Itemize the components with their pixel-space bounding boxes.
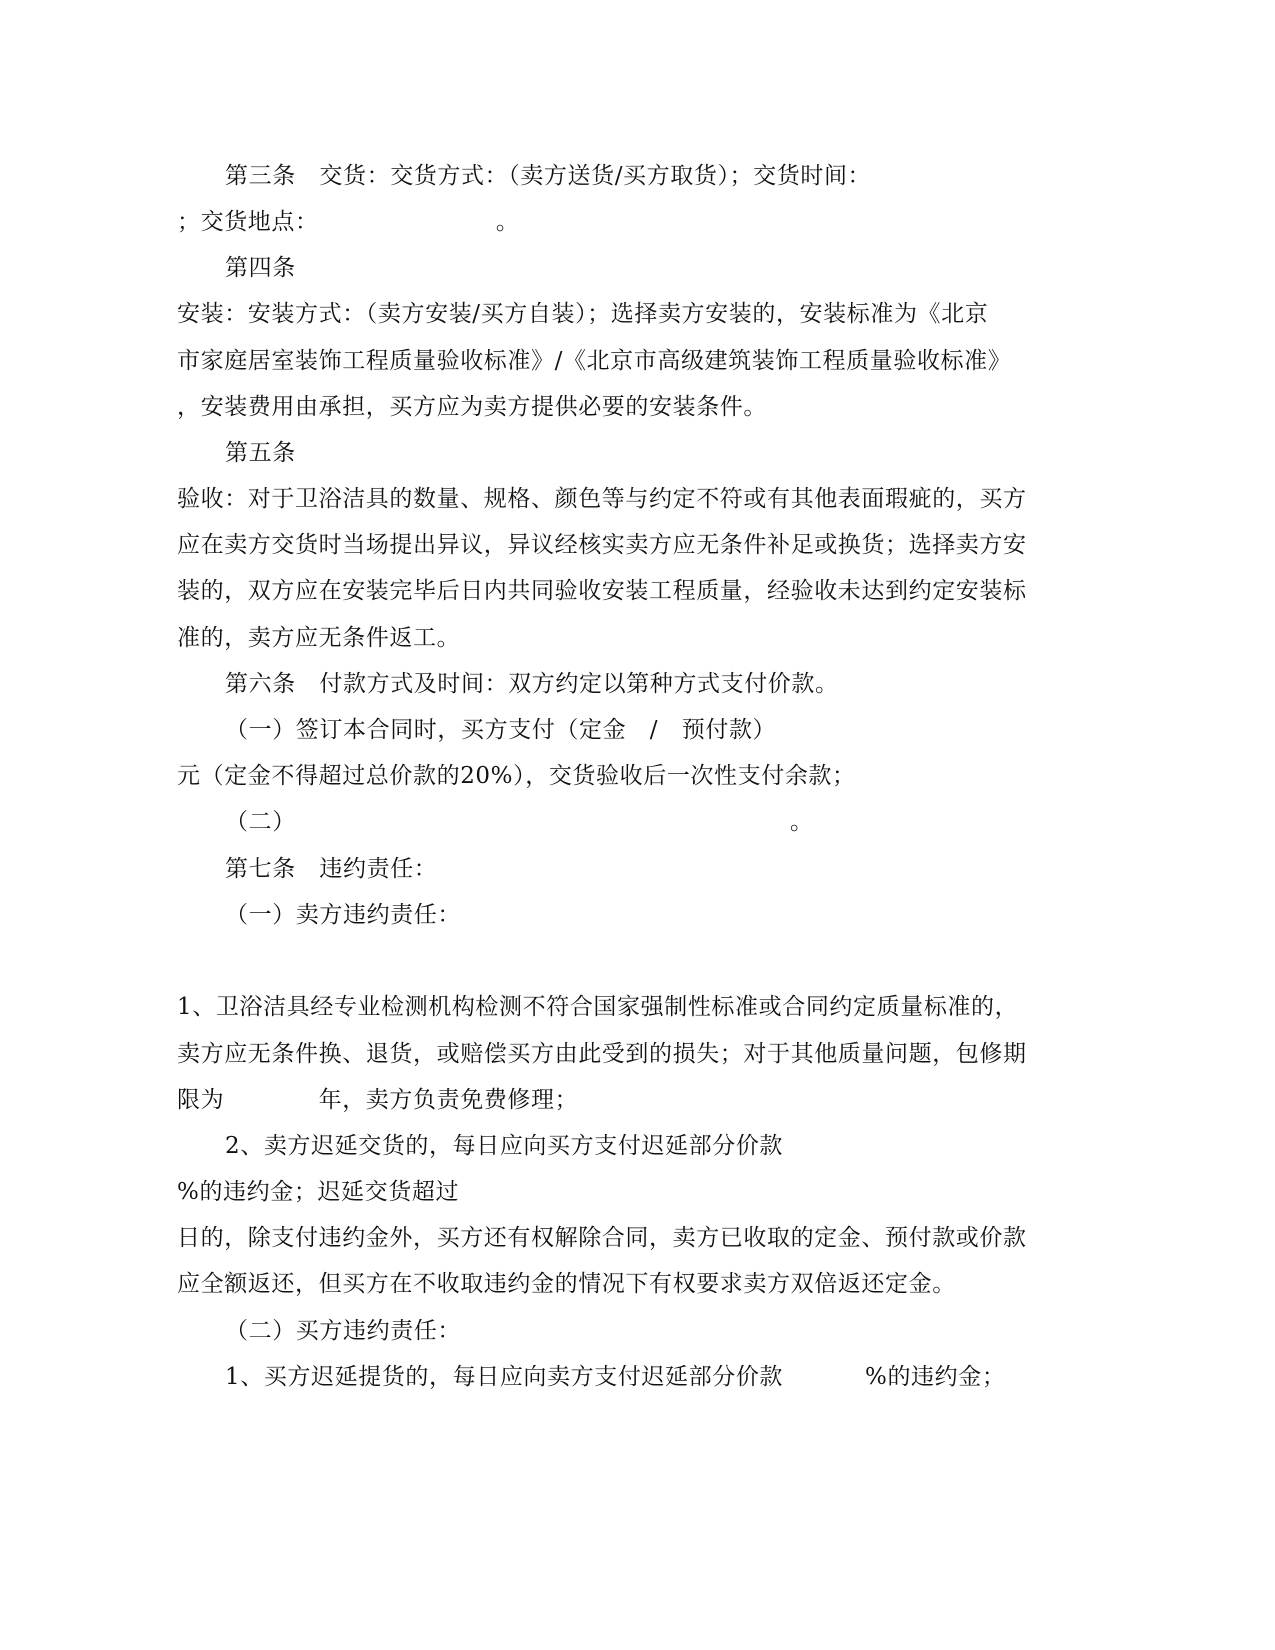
article-4-line-2: 市家庭居室装饰工程质量验收标准》/《北京市高级建筑装饰工程质量验收标准》 <box>177 348 1012 374</box>
article-5-line-1: 验收：对于卫浴洁具的数量、规格、颜色等与约定不符或有其他表面瑕疵的，买方 <box>177 486 1027 512</box>
article-4-line-3: ，安装费用由承担，买方应为卖方提供必要的安装条件。 <box>177 394 767 420</box>
seller-clause-2-line-3: 日的，除支付违约金外，买方还有权解除合同，卖方已收取的定金、预付款或价款 <box>177 1225 1027 1251</box>
article-5-line-4: 准的，卖方应无条件返工。 <box>177 625 461 651</box>
article-6-item-2-label: （二） <box>225 809 296 835</box>
seller-clause-1-line-2: 卖方应无条件换、退货，或赔偿买方由此受到的损失；对于其他质量问题，包修期 <box>177 1041 1027 1067</box>
article-6-item-2-end: 。 <box>790 809 814 835</box>
article-5-heading: 第五条 <box>225 440 296 466</box>
seller-clause-1-line-3: 限为 年，卖方负责免费修理； <box>177 1087 579 1113</box>
article-3-line-2: ；交货地点： 。 <box>177 209 520 235</box>
article-4-line-1: 安装：安装方式：（卖方安装/买方自装）；选择卖方安装的，安装标准为《北京 <box>177 301 989 327</box>
seller-clause-1-line-1: 1、卫浴洁具经专业检测机构检测不符合国家强制性标准或合同约定质量标准的， <box>177 994 1019 1020</box>
seller-clause-2-line-4: 应全额返还，但买方在不收取违约金的情况下有权要求卖方双倍返还定金。 <box>177 1271 956 1297</box>
article-5-line-2: 应在卖方交货时当场提出异议，异议经核实卖方应无条件补足或换货；选择卖方安 <box>177 532 1027 558</box>
article-3-line-1: 第三条 交货：交货方式：（卖方送货/买方取货）；交货时间： <box>225 163 872 189</box>
seller-clause-2-line-1: 2、卖方迟延交货的，每日应向买方支付迟延部分价款 <box>225 1133 784 1159</box>
buyer-liability-heading: （二）买方违约责任： <box>225 1318 461 1344</box>
buyer-clause-1-penalty: %的违约金； <box>865 1364 1006 1390</box>
article-6-item-1-line-1: （一）签订本合同时，买方支付（定金 / 预付款） <box>225 717 777 743</box>
buyer-clause-1-text: 1、买方迟延提货的，每日应向卖方支付迟延部分价款 <box>225 1364 784 1390</box>
article-4-heading: 第四条 <box>225 255 296 281</box>
seller-liability-heading: （一）卖方违约责任： <box>225 902 461 928</box>
article-5-line-3: 装的，双方应在安装完毕后日内共同验收安装工程质量，经验收未达到约定安装标 <box>177 578 1027 604</box>
seller-clause-2-line-2: %的违约金；迟延交货超过 <box>177 1179 460 1205</box>
article-6-heading: 第六条 付款方式及时间：双方约定以第种方式支付价款。 <box>225 671 839 697</box>
article-6-item-1-line-2: 元（定金不得超过总价款的20%），交货验收后一次性支付余款； <box>177 763 856 789</box>
article-7-heading: 第七条 违约责任： <box>225 856 438 882</box>
